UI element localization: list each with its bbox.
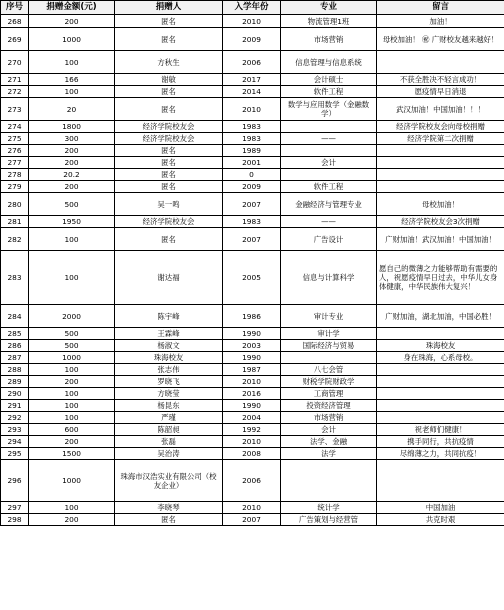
cell-year: 2001: [223, 157, 281, 169]
cell-message: 共克时艰: [377, 514, 504, 526]
cell-no: 291: [1, 400, 29, 412]
cell-year: 1987: [223, 364, 281, 376]
cell-donor: 陈宇峰: [115, 305, 223, 328]
cell-no: 270: [1, 51, 29, 74]
cell-major: 数学与应用数学（金融数学）: [281, 98, 377, 121]
cell-donor: 王霖峰: [115, 328, 223, 340]
cell-no: 282: [1, 228, 29, 251]
cell-donor: 匿名: [115, 15, 223, 28]
cell-donor: 吴一鸣: [115, 193, 223, 216]
cell-amount: 1000: [29, 28, 115, 51]
cell-no: 296: [1, 460, 29, 502]
cell-message: 经济学院第二次捐赠: [377, 133, 504, 145]
cell-no: 297: [1, 502, 29, 514]
cell-no: 289: [1, 376, 29, 388]
cell-no: 285: [1, 328, 29, 340]
cell-year: 1983: [223, 216, 281, 228]
cell-no: 288: [1, 364, 29, 376]
cell-donor: 珠海校友: [115, 352, 223, 364]
table-row: [1, 86, 504, 98]
cell-major: 工商管理: [281, 388, 377, 400]
table-row: [1, 98, 504, 121]
cell-major: ——: [281, 133, 377, 145]
cell-message: [377, 376, 504, 388]
cell-major: 八七会管: [281, 364, 377, 376]
table-row: [1, 74, 504, 86]
cell-major: 法学、金融: [281, 436, 377, 448]
cell-year: 2010: [223, 98, 281, 121]
cell-no: 277: [1, 157, 29, 169]
cell-year: 0: [223, 169, 281, 181]
cell-donor: 经济学院校友会: [115, 121, 223, 133]
cell-amount: 1000: [29, 352, 115, 364]
cell-no: 281: [1, 216, 29, 228]
cell-message: [377, 400, 504, 412]
cell-message: 不获全胜决不轻言成功！: [377, 74, 504, 86]
cell-no: 273: [1, 98, 29, 121]
cell-message: 经济学院校友会3次捐赠: [377, 216, 504, 228]
table-row: [1, 133, 504, 145]
table-row: [1, 305, 504, 328]
cell-no: 279: [1, 181, 29, 193]
cell-major: 广告设计: [281, 228, 377, 251]
cell-no: 294: [1, 436, 29, 448]
table-row: [1, 460, 504, 502]
cell-amount: 166: [29, 74, 115, 86]
cell-year: 2006: [223, 460, 281, 502]
cell-major: 市场营销: [281, 28, 377, 51]
cell-message: 愿疫情早日消退: [377, 86, 504, 98]
cell-message: [377, 388, 504, 400]
table-row: [1, 15, 504, 28]
cell-amount: 1000: [29, 460, 115, 502]
cell-donor: 珠海市汉浩实业有限公司（校友企业）: [115, 460, 223, 502]
cell-year: 1992: [223, 424, 281, 436]
cell-amount: 100: [29, 86, 115, 98]
cell-amount: 200: [29, 376, 115, 388]
cell-amount: 200: [29, 436, 115, 448]
cell-year: 2007: [223, 228, 281, 251]
cell-no: 268: [1, 15, 29, 28]
header-year: 入学年份: [223, 1, 281, 15]
cell-amount: 200: [29, 181, 115, 193]
cell-amount: 100: [29, 51, 115, 74]
table-row: [1, 251, 504, 305]
cell-donor: 谢达福: [115, 251, 223, 305]
cell-year: 1986: [223, 305, 281, 328]
cell-message: 尽绵薄之力，共同抗疫！: [377, 448, 504, 460]
cell-message: [377, 145, 504, 157]
cell-year: 2010: [223, 436, 281, 448]
cell-donor: 严瑾: [115, 412, 223, 424]
cell-year: 1983: [223, 133, 281, 145]
cell-amount: 300: [29, 133, 115, 145]
cell-amount: 100: [29, 388, 115, 400]
cell-year: 2003: [223, 340, 281, 352]
cell-donor: 匿名: [115, 86, 223, 98]
cell-donor: 经济学院校友会: [115, 133, 223, 145]
cell-donor: 方晓莹: [115, 388, 223, 400]
cell-amount: 500: [29, 340, 115, 352]
cell-amount: 200: [29, 157, 115, 169]
cell-major: [281, 460, 377, 502]
cell-major: 软件工程: [281, 86, 377, 98]
table-row: [1, 400, 504, 412]
cell-no: 287: [1, 352, 29, 364]
cell-year: 2007: [223, 514, 281, 526]
cell-donor: 匿名: [115, 28, 223, 51]
cell-donor: 谢敏: [115, 74, 223, 86]
cell-no: 293: [1, 424, 29, 436]
cell-major: 市场营销: [281, 412, 377, 424]
cell-message: 珠海校友: [377, 340, 504, 352]
header-message: 留言: [377, 1, 504, 15]
cell-no: 280: [1, 193, 29, 216]
cell-message: [377, 169, 504, 181]
cell-year: 2009: [223, 28, 281, 51]
cell-major: 会计: [281, 424, 377, 436]
cell-year: 2010: [223, 15, 281, 28]
table-row: [1, 193, 504, 216]
cell-amount: 200: [29, 514, 115, 526]
table-row: [1, 364, 504, 376]
table-row: [1, 424, 504, 436]
cell-amount: 200: [29, 145, 115, 157]
header-donor: 捐赠人: [115, 1, 223, 15]
cell-donor: 匿名: [115, 169, 223, 181]
cell-amount: 100: [29, 251, 115, 305]
cell-message: 经济学院校友会向母校捐赠: [377, 121, 504, 133]
cell-amount: 200: [29, 15, 115, 28]
cell-message: 母校加油！ ㊗ 广财校友越来越好！: [377, 28, 504, 51]
cell-no: 283: [1, 251, 29, 305]
cell-donor: 张磊: [115, 436, 223, 448]
cell-message: 武汉加油！中国加油！！！: [377, 98, 504, 121]
cell-message: [377, 328, 504, 340]
cell-no: 295: [1, 448, 29, 460]
table-row: [1, 412, 504, 424]
cell-major: 软件工程: [281, 181, 377, 193]
cell-donor: 杨淑文: [115, 340, 223, 352]
cell-message: [377, 157, 504, 169]
cell-major: 投资经济管理: [281, 400, 377, 412]
table-row: [1, 514, 504, 526]
cell-donor: 陈韶昶: [115, 424, 223, 436]
cell-amount: 100: [29, 400, 115, 412]
cell-major: [281, 145, 377, 157]
cell-major: 广告策划与经营管: [281, 514, 377, 526]
header-row: [1, 1, 504, 15]
cell-major: 法学: [281, 448, 377, 460]
cell-major: [281, 169, 377, 181]
cell-amount: 600: [29, 424, 115, 436]
table-row: [1, 216, 504, 228]
cell-year: 1990: [223, 328, 281, 340]
cell-major: 审计学: [281, 328, 377, 340]
cell-major: 金融经济与管理专业: [281, 193, 377, 216]
cell-donor: 张志伟: [115, 364, 223, 376]
cell-year: 2010: [223, 376, 281, 388]
cell-message: 广财加油！武汉加油！中国加油！: [377, 228, 504, 251]
header-amount: 捐赠金额(元): [29, 1, 115, 15]
cell-donor: 李晓琴: [115, 502, 223, 514]
cell-donor: 吴治涛: [115, 448, 223, 460]
table-row: [1, 436, 504, 448]
table-row: [1, 388, 504, 400]
cell-no: 271: [1, 74, 29, 86]
header-major: 专业: [281, 1, 377, 15]
cell-year: 2016: [223, 388, 281, 400]
cell-amount: 100: [29, 228, 115, 251]
cell-donor: 罗晓飞: [115, 376, 223, 388]
cell-no: 292: [1, 412, 29, 424]
cell-message: 身在珠海，心系母校。: [377, 352, 504, 364]
cell-message: 中国加油: [377, 502, 504, 514]
cell-year: 2007: [223, 193, 281, 216]
cell-year: 2005: [223, 251, 281, 305]
cell-major: 物流管理1班: [281, 15, 377, 28]
cell-no: 286: [1, 340, 29, 352]
cell-donor: 匿名: [115, 145, 223, 157]
cell-major: 审计专业: [281, 305, 377, 328]
cell-no: 290: [1, 388, 29, 400]
table-row: [1, 328, 504, 340]
cell-amount: 500: [29, 328, 115, 340]
cell-message: 加油！: [377, 15, 504, 28]
cell-year: 2010: [223, 502, 281, 514]
table-row: [1, 145, 504, 157]
cell-major: 信息与计算科学: [281, 251, 377, 305]
cell-message: 祝老师们健康！: [377, 424, 504, 436]
cell-message: [377, 364, 504, 376]
cell-major: 国际经济与贸易: [281, 340, 377, 352]
cell-year: 2009: [223, 181, 281, 193]
table-row: [1, 340, 504, 352]
cell-message: 携手同行，共抗疫情: [377, 436, 504, 448]
cell-amount: 20: [29, 98, 115, 121]
cell-amount: 100: [29, 502, 115, 514]
cell-amount: 1500: [29, 448, 115, 460]
cell-major: 会计: [281, 157, 377, 169]
cell-year: 2017: [223, 74, 281, 86]
cell-year: 2008: [223, 448, 281, 460]
cell-year: 1983: [223, 121, 281, 133]
cell-amount: 1950: [29, 216, 115, 228]
cell-no: 276: [1, 145, 29, 157]
cell-no: 274: [1, 121, 29, 133]
cell-amount: 100: [29, 412, 115, 424]
cell-donor: 匿名: [115, 157, 223, 169]
table-row: [1, 28, 504, 51]
cell-amount: 20.2: [29, 169, 115, 181]
table-row: [1, 51, 504, 74]
table-row: [1, 376, 504, 388]
cell-major: [281, 121, 377, 133]
table-row: [1, 181, 504, 193]
cell-major: ——: [281, 216, 377, 228]
cell-donor: 匿名: [115, 181, 223, 193]
cell-message: [377, 181, 504, 193]
cell-amount: 1800: [29, 121, 115, 133]
cell-no: 278: [1, 169, 29, 181]
table-row: [1, 502, 504, 514]
cell-no: 272: [1, 86, 29, 98]
cell-major: 财税学院财政学: [281, 376, 377, 388]
table-row: [1, 448, 504, 460]
cell-year: 1990: [223, 400, 281, 412]
cell-year: 2006: [223, 51, 281, 74]
cell-donor: 匿名: [115, 228, 223, 251]
cell-no: 298: [1, 514, 29, 526]
cell-message: [377, 412, 504, 424]
table-row: [1, 352, 504, 364]
cell-message: 愿自己的微薄之力能够帮助有需要的人，祝愿疫情早日过去，中华儿女身体健康，中华民族伟大复兴！: [377, 251, 504, 305]
cell-amount: 500: [29, 193, 115, 216]
cell-no: 275: [1, 133, 29, 145]
cell-donor: 匿名: [115, 514, 223, 526]
table-row: [1, 157, 504, 169]
table-body: [1, 15, 504, 526]
cell-message: 母校加油！: [377, 193, 504, 216]
cell-donor: 方秋生: [115, 51, 223, 74]
cell-message: [377, 51, 504, 74]
cell-donor: 经济学院校友会: [115, 216, 223, 228]
cell-major: [281, 352, 377, 364]
cell-message: [377, 460, 504, 502]
table-row: [1, 169, 504, 181]
cell-donor: 匿名: [115, 98, 223, 121]
cell-year: 1989: [223, 145, 281, 157]
cell-donor: 杨昆东: [115, 400, 223, 412]
cell-year: 2004: [223, 412, 281, 424]
cell-no: 284: [1, 305, 29, 328]
cell-year: 1990: [223, 352, 281, 364]
cell-amount: 100: [29, 364, 115, 376]
cell-message: 广财加油，湖北加油，中国必胜！: [377, 305, 504, 328]
cell-major: 会计硕士: [281, 74, 377, 86]
table-row: [1, 228, 504, 251]
header-no: 序号: [1, 1, 29, 15]
table-row: [1, 121, 504, 133]
cell-major: 信息管理与信息系统: [281, 51, 377, 74]
cell-no: 269: [1, 28, 29, 51]
cell-amount: 2000: [29, 305, 115, 328]
cell-major: 统计学: [281, 502, 377, 514]
cell-year: 2014: [223, 86, 281, 98]
